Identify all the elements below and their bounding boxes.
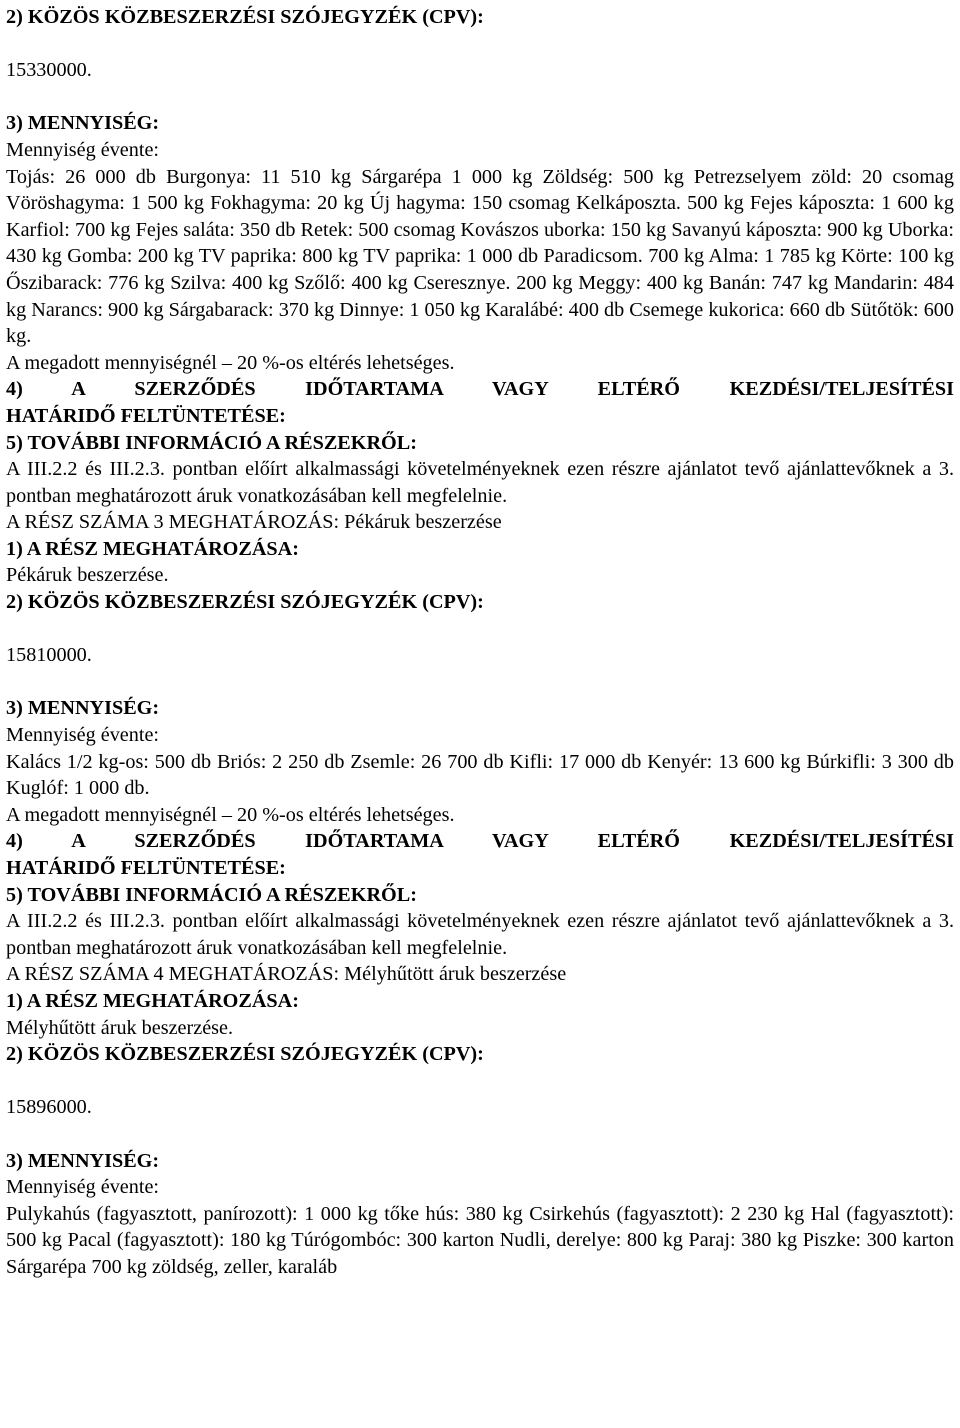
paragraph: A megadott mennyiségnél – 20 %-os eltérés lehetséges. bbox=[6, 803, 455, 826]
paragraph: Mennyiség évente: bbox=[6, 138, 160, 161]
section-heading: 3) MENNYISÉG: bbox=[6, 697, 160, 720]
paragraph: Kalács 1/2 kg-os: 500 db Briós: 2 250 db Zsemle: 26 700 db Kifli: 17 000 db Kenyér: 13 600 kg Búrkifli: 3 300 db Kuglóf: 1 000 db. bbox=[6, 750, 954, 800]
section-heading: 5) TOVÁBBI INFORMÁCIÓ A RÉSZEKRŐL: bbox=[6, 431, 417, 454]
paragraph: Mennyiség évente: bbox=[6, 1176, 160, 1199]
section-heading: 2) KÖZÖS KÖZBESZERZÉSI SZÓJEGYZÉK (CPV): bbox=[6, 1043, 484, 1066]
cpv-code: 15330000. bbox=[6, 59, 92, 82]
cpv-code: 15810000. bbox=[6, 644, 92, 667]
section-heading: 4) A SZERZŐDÉS IDŐTARTAMA VAGY ELTÉRŐ KEZDÉSI/TELJESÍTÉSI bbox=[6, 830, 954, 853]
paragraph: A RÉSZ SZÁMA 4 MEGHATÁROZÁS: Mélyhűtött áruk beszerzése bbox=[6, 963, 567, 986]
section-heading: 3) MENNYISÉG: bbox=[6, 1149, 160, 1172]
paragraph: A megadott mennyiségnél – 20 %-os eltérés lehetséges. bbox=[6, 351, 455, 374]
section-heading: 2) KÖZÖS KÖZBESZERZÉSI SZÓJEGYZÉK (CPV): bbox=[6, 591, 484, 614]
blank-line bbox=[6, 1121, 954, 1148]
blank-line bbox=[6, 84, 954, 111]
paragraph: Pékáruk beszerzése. bbox=[6, 564, 169, 587]
section-heading: 3) MENNYISÉG: bbox=[6, 112, 160, 135]
section-heading: 1) A RÉSZ MEGHATÁROZÁSA: bbox=[6, 989, 299, 1012]
section-heading: 4) A SZERZŐDÉS IDŐTARTAMA VAGY ELTÉRŐ KEZDÉSI/TELJESÍTÉSI bbox=[6, 378, 954, 401]
section-heading: 1) A RÉSZ MEGHATÁROZÁSA: bbox=[6, 537, 299, 560]
paragraph: A III.2.2 és III.2.3. pontban előírt alkalmassági követelményeknek ezen részre ajánlatot tevő ajánlattevőknek a 3. pontban meghatározott áruk vonatkozásában kell megfelelnie. bbox=[6, 458, 954, 507]
cpv-code: 15896000. bbox=[6, 1096, 92, 1119]
paragraph: Mélyhűtött áruk beszerzése. bbox=[6, 1016, 234, 1039]
paragraph: Pulykahús (fagyasztott, panírozott): 1 000 kg tőke hús: 380 kg Csirkehús (fagyasztott): 2 230 kg Hal (fagyasztott): 500 kg Pacal (fagyasztott): 180 kg Túrógombóc: 300 karton Nudli, derelye: 800 kg Paraj: 380 kg Piszke: 300 karton Sárgarépa 700 kg zöldség, zeller, karaláb bbox=[6, 1202, 954, 1278]
section-heading: 2) KÖZÖS KÖZBESZERZÉSI SZÓJEGYZÉK (CPV): bbox=[6, 6, 484, 28]
section-heading: HATÁRIDŐ FELTÜNTETÉSE: bbox=[6, 857, 286, 879]
blank-line bbox=[6, 616, 954, 643]
section-heading: 5) TOVÁBBI INFORMÁCIÓ A RÉSZEKRŐL: bbox=[6, 883, 417, 906]
paragraph: Tojás: 26 000 db Burgonya: 11 510 kg Sárgarépa 1 000 kg Zöldség: 500 kg Petrezselyem zöld: 20 csomag Vöröshagyma: 1 500 kg Fokhagyma: 20 kg Új hagyma: 150 csomag Kelkáposzta. 500 kg Fejes káposzta: 1 600 kg Karfiol: 700 kg Fejes saláta: 350 db Retek: 500 csomag Kovászos uborka: 150 kg Savanyú káposzta: 900 kg Uborka: 430 kg Gomba: 200 kg TV paprika: 800 kg TV paprika: 1 000 db Paradicsom. 700 kg Alma: 1 785 kg Körte: 100 kg Őszibarack: 776 kg Szilva: 400 kg Szőlő: 400 kg Cseresznye. 200 kg Meggy: 400 kg Banán: 747 kg Mandarin: 484 kg Narancs: 900 kg Sárgabarack: 370 kg Dinnye: 1 050 kg Karalábé: 400 db Csemege kukorica: 660 db Sütőtök: 600 kg. bbox=[6, 165, 954, 348]
paragraph: Mennyiség évente: bbox=[6, 724, 160, 747]
blank-line bbox=[6, 1068, 954, 1095]
paragraph: A III.2.2 és III.2.3. pontban előírt alkalmassági követelményeknek ezen részre ajánlatot tevő ajánlattevőknek a 3. pontban meghatározott áruk vonatkozásában kell megfelelnie. bbox=[6, 910, 954, 959]
blank-line bbox=[6, 31, 954, 58]
blank-line bbox=[6, 669, 954, 696]
section-heading: HATÁRIDŐ FELTÜNTETÉSE: bbox=[6, 404, 286, 427]
document-page bbox=[6, 4, 954, 1281]
paragraph: A RÉSZ SZÁMA 3 MEGHATÁROZÁS: Pékáruk beszerzése bbox=[6, 511, 502, 534]
